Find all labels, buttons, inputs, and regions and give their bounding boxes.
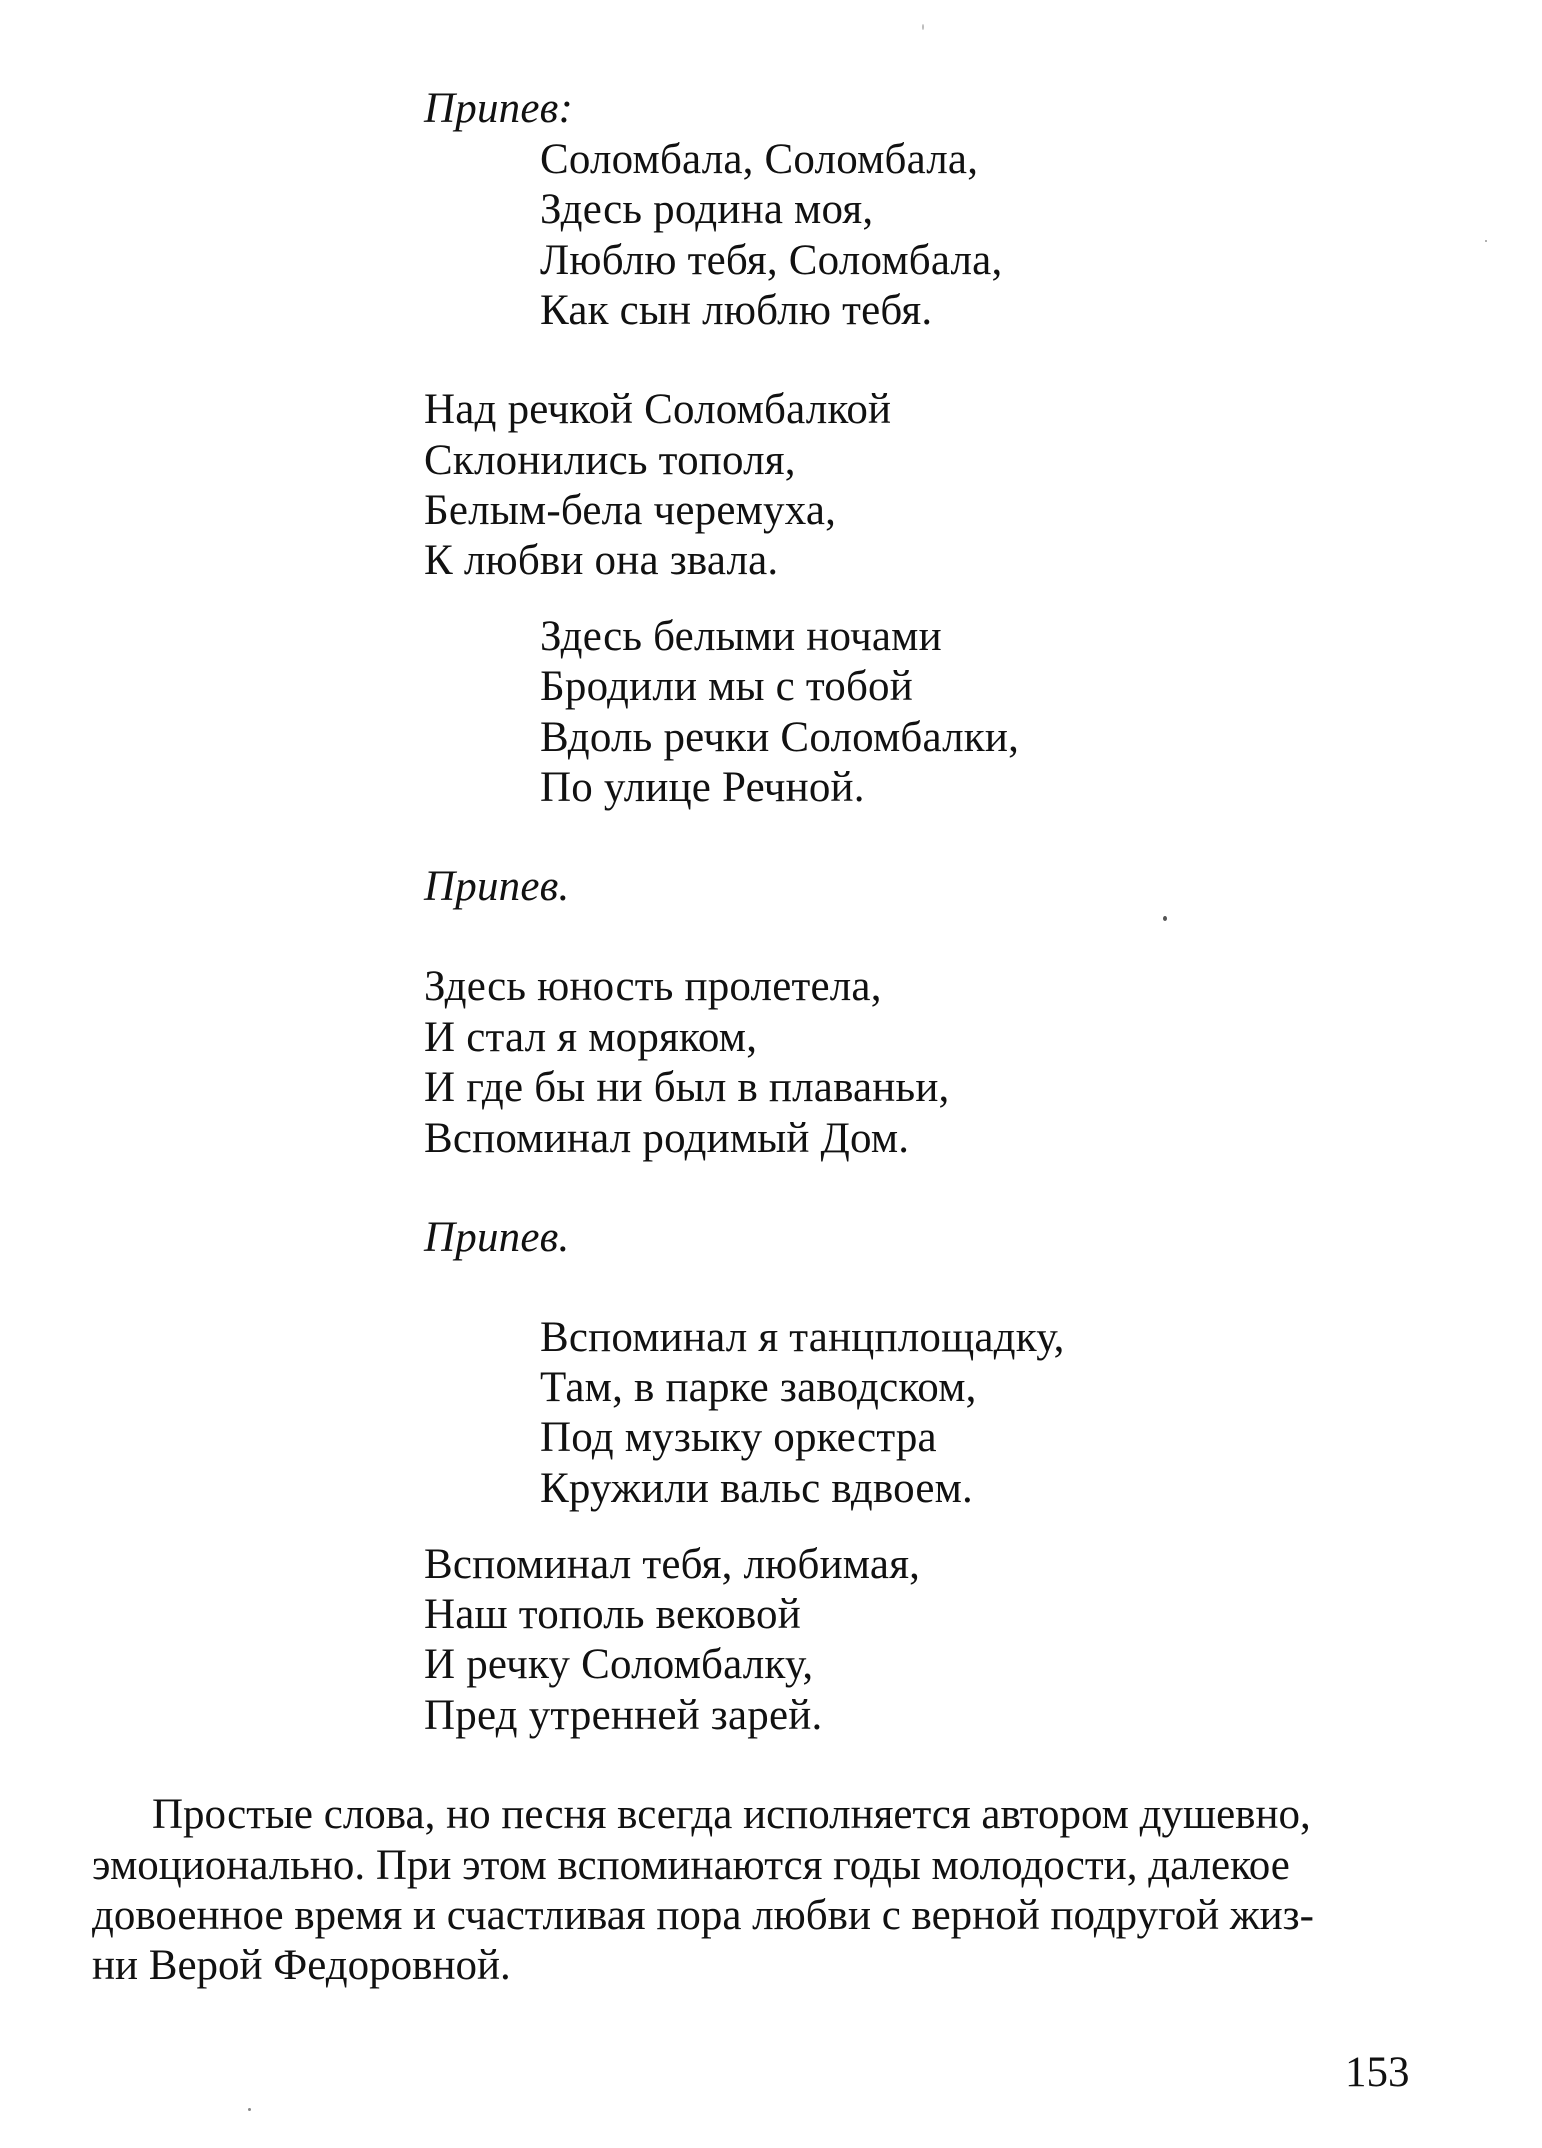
verse-line: Вдоль речки Соломбалки, (540, 714, 1020, 761)
prose-line: эмоционально. При этом вспоминаются годы молодости, далекое (92, 1842, 1290, 1889)
scan-speck (248, 2108, 251, 2111)
prose-line: Простые слова, но песня всегда исполняется автором душевно, (152, 1791, 1311, 1838)
verse-line: Наш тополь вековой (424, 1591, 801, 1638)
verse-line: Белым-бела черемуха, (424, 487, 837, 534)
prose-line: ни Верой Федоровной. (92, 1942, 511, 1989)
refrain-label: Припев. (424, 863, 570, 910)
verse-line: Вспоминал я танцплощадку, (540, 1314, 1065, 1361)
verse-line: И стал я моряком, (424, 1014, 758, 1061)
verse-line: Вспоминал тебя, любимая, (424, 1541, 921, 1588)
scan-speck (1485, 240, 1487, 242)
verse-line: К любви она звала. (424, 537, 779, 584)
refrain-line: Соломбала, Соломбала, (540, 136, 979, 183)
verse-line: Здесь белыми ночами (540, 613, 942, 660)
refrain-line: Люблю тебя, Соломбала, (540, 237, 1003, 284)
refrain-label: Припев. (424, 1214, 570, 1261)
verse-line: Вспоминал родимый Дом. (424, 1115, 910, 1162)
verse-line: И где бы ни был в плаваньи, (424, 1064, 950, 1111)
verse-line: Здесь юность пролетела, (424, 963, 882, 1010)
page-number: 153 (1345, 2049, 1410, 2096)
verse-line: Над речкой Соломбалкой (424, 386, 892, 433)
refrain-line: Здесь родина моя, (540, 186, 874, 233)
prose-line: довоенное время и счастливая пора любви с верной подругой жиз- (92, 1892, 1314, 1939)
verse-line: По улице Речной. (540, 764, 865, 811)
verse-line: Под музыку оркестра (540, 1414, 937, 1461)
verse-line: Бродили мы с тобой (540, 663, 913, 710)
scan-speck (922, 24, 924, 30)
refrain-label: Припев: (424, 85, 574, 132)
refrain-line: Как сын люблю тебя. (540, 287, 933, 334)
scan-speck (1163, 916, 1167, 921)
verse-line: И речку Соломбалку, (424, 1641, 814, 1688)
verse-line: Склонились тополя, (424, 437, 796, 484)
verse-line: Пред утренней зарей. (424, 1692, 823, 1739)
verse-line: Кружили вальс вдвоем. (540, 1465, 973, 1512)
verse-line: Там, в парке заводском, (540, 1364, 977, 1411)
